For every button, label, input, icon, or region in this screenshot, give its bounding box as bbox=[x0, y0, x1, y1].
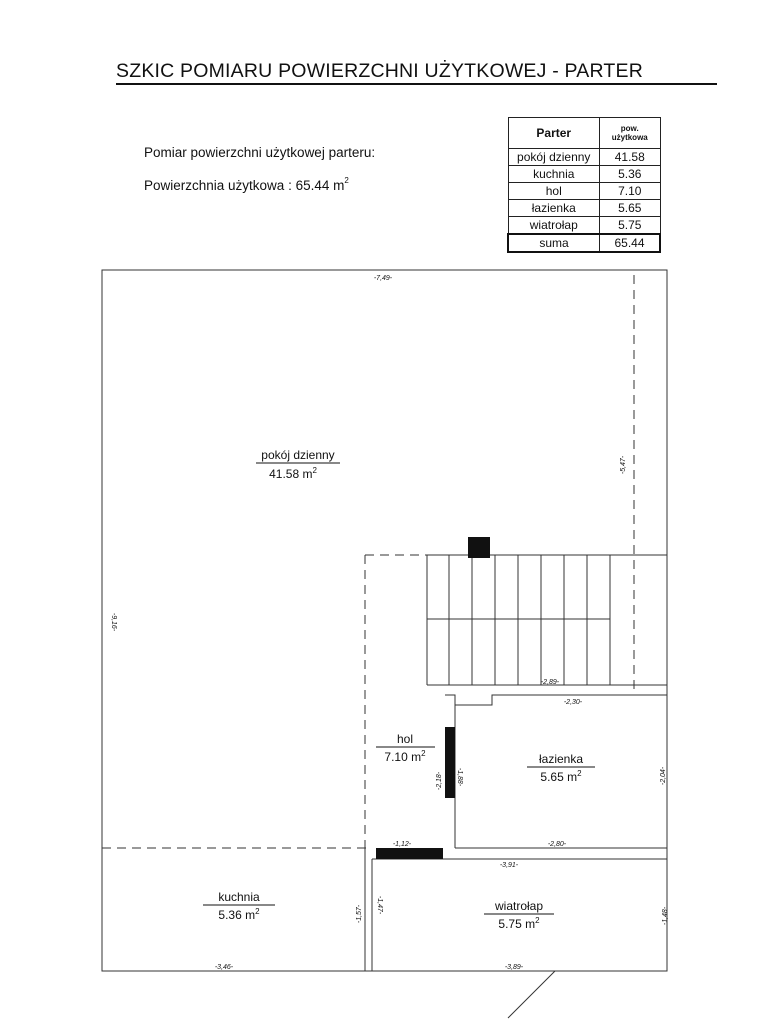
hol-wall-segment bbox=[445, 727, 455, 798]
table-cell-value: 7.10 bbox=[600, 183, 661, 200]
dim-left-height: -9,16- bbox=[110, 612, 117, 632]
room-area-hol: 7.10 $m^2$ bbox=[384, 749, 426, 764]
room-area-lazienka: 5.65 $m^2$ bbox=[540, 769, 582, 784]
table-cell-value: 5.36 bbox=[600, 166, 661, 183]
table-cell-value: 41.58 bbox=[600, 149, 661, 166]
bathroom-top-wall bbox=[445, 695, 667, 705]
table-cell-name: wiatrołap bbox=[508, 217, 600, 235]
table-cell-value: 5.65 bbox=[600, 200, 661, 217]
room-name-hol: hol bbox=[396, 732, 414, 746]
chimney-block bbox=[468, 537, 490, 558]
measurement-description: Pomiar powierzchni użytkowej parteru: bbox=[144, 145, 376, 160]
dim-right-upper: -5,47- bbox=[620, 455, 627, 475]
dim-bath-top: -2,30- bbox=[563, 699, 583, 706]
dim-hol-bottom: -1,12- bbox=[392, 841, 412, 848]
dim-bath-right: -2,04- bbox=[660, 766, 667, 786]
dim-kitchen-bottom: -3,46- bbox=[214, 964, 234, 971]
dim-vest-right: -1,48- bbox=[662, 906, 669, 926]
total-area-text: Powierzchnia użytkowa : 65.44 m bbox=[144, 178, 345, 193]
table-cell-name: kuchnia bbox=[508, 166, 600, 183]
table-cell-name: łazienka bbox=[508, 200, 600, 217]
table-sum-name: suma bbox=[508, 234, 600, 252]
table-cell-value: 5.75 bbox=[600, 217, 661, 235]
table-sum-value: 65.44 bbox=[600, 234, 661, 252]
dim-top-width: -7,49- bbox=[373, 275, 393, 282]
outer-wall bbox=[102, 270, 667, 971]
room-name-wiatrolap: wiatrołap bbox=[494, 899, 544, 913]
room-name-lazienka: łazienka bbox=[538, 752, 584, 766]
room-name-kuchnia: kuchnia bbox=[218, 890, 260, 904]
dim-vest-bottom: -3,89- bbox=[504, 964, 524, 971]
page-title: SZKIC POMIARU POWIERZCHNI UŻYTKOWEJ - PARTER bbox=[116, 60, 644, 82]
table-cell-name: hol bbox=[508, 183, 600, 200]
dim-vest-top: -3,91- bbox=[499, 862, 519, 869]
dim-hol-left: -2,18- bbox=[436, 771, 443, 791]
room-area-wiatrolap: 5.75 $m^2$ bbox=[498, 916, 540, 931]
dim-vest-left: -1,47- bbox=[376, 895, 383, 915]
dim-bath-bottom: -2,80- bbox=[547, 841, 567, 848]
total-area-unit-sup: 2 bbox=[344, 176, 349, 185]
room-area-kuchnia: 5.36 $m^2$ bbox=[218, 907, 260, 922]
dim-stairs-width: -2,89- bbox=[540, 679, 560, 686]
dim-kitchen-right: -1,57- bbox=[356, 904, 363, 924]
table-cell-name: pokój dzienny bbox=[508, 149, 600, 166]
room-name-pokoj: pokój dzienny bbox=[261, 448, 335, 462]
area-table-header-value: pow. użytkowa bbox=[600, 118, 661, 149]
area-table-header-name: Parter bbox=[508, 118, 600, 149]
dim-hol-right: -1,88- bbox=[456, 767, 463, 787]
stair-steps bbox=[449, 555, 610, 685]
entrance-door-swing bbox=[508, 971, 555, 1018]
room-area-pokoj: 41.58 $m^2$ bbox=[269, 466, 317, 481]
hol-bottom-wall-segment bbox=[376, 848, 443, 859]
